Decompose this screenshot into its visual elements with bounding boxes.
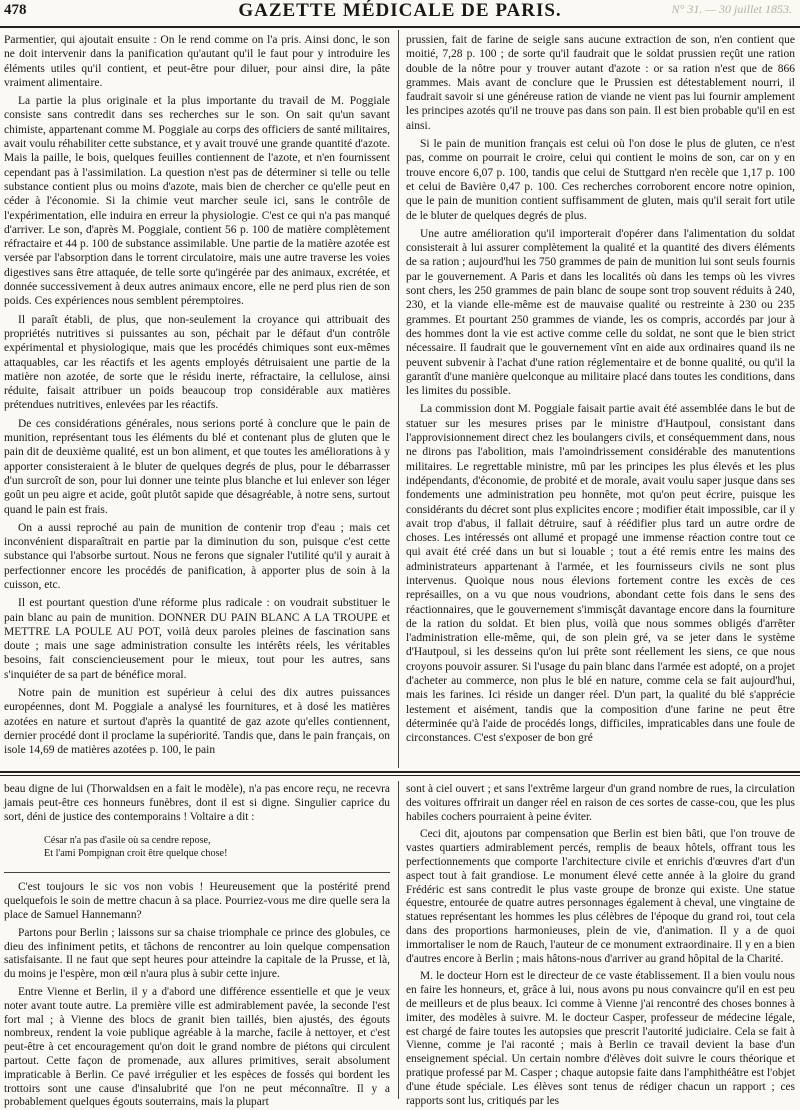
verse-separator bbox=[4, 872, 390, 873]
top-column-right bbox=[406, 33, 795, 765]
paragraph: M. le docteur Horn est le directeur de ce vaste établissement. Il a bien voulu nous en faire les honneurs, et, grâce à lui, nous avons pu nous convaincre qu'il en est peu de meilleurs et de plus beaux. Ici comme à Vienne j'ai rencontré des choses bonnes à imiter, des modèles à suivre. M. le docteur Casper, professeur de médecine légale, est chargé de faire toutes les autopsies que prescrit l'autorité judiciaire. Cela se fait à Vienne, comme je l'ai raconté ; mais à Berlin ce travail devient la base d'un enseignement spécial. Un certain nombre d'élèves doit suivre le cours théorique et pratique professé par M. Casper ; chaque autopsie faite dans l'amphithéâtre est l'objet d'une étude spéciale. Les élèves sont tenus de rédiger chacun un rapport ; ces rapports sont lus, critiqués par les bbox=[406, 970, 795, 1107]
feuilleton-column-left bbox=[4, 783, 390, 1109]
section-rule-thin bbox=[0, 775, 800, 776]
paragraph: Ceci dit, ajoutons par compensation que Berlin est bien bâti, que l'on trouve de vastes quartiers admirablement percés, remplis de beaux hôtels, offrant tous les perfectionnements que comporte l'architecture civile et enrichis d'œuvres d'art d'un aspect tout à fait grandiose. Le monument élevé cette année à la gloire du grand Frédéric est sans contredit le plus vaste groupe de bronze qui existe. Une statue équestre, entourée de quatre autres personnages également à cheval, une vingtaine de statues représentant les hommes les plus célèbres de l'époque du grand roi, tout cela dans des proportions harmonieuses, plein de vie, d'animation. Il y a de quoi immortaliser le nom de Rauch, l'auteur de ce monument extraordinaire. Il y en a bien d'autres encore à Berlin ; mais hâtons-nous d'arriver au grand hôpital de la Charité. bbox=[406, 828, 795, 965]
paragraph: beau digne de lui (Thorwaldsen en a fait le modèle), n'a pas encore reçu, ne recevra jamais peut-être ces honneurs funèbres, dont il est si digne. Singulier caprice du sort, déni de justice des contemporains ! Voltaire a dit : bbox=[4, 783, 390, 823]
paragraph: Entre Vienne et Berlin, il y a d'abord une différence essentielle et que je veux noter avant toute autre. La première ville est admirablement pavée, la seconde l'est fort mal ; à Vienne des blocs de granit bien taillés, bien ajustés, des égouts nombreux, rendent la voie publique agréable à la marche, facile à nettoyer, et c'est peut-être à cet encouragement qu'on doit le grand nombre de piétons qui circulent partout. Cette façon de promenade, aux allures primitives, serait absolument impraticable à Berlin. Ce pavé irrégulier et les espèces de fossés qui bordent les trottoirs sont une cause d'insalubrité que l'on ne peut méconnaître. Il y a probablement quelques égouts souterrains, mais la plupart bbox=[4, 985, 390, 1109]
paragraph: sont à ciel ouvert ; et sans l'extrême largeur d'un grand nombre de rues, la circulation des voitures offrirait un danger réel en raison de ces sortes de casse-cou, que les plus habiles cochers pourraient à peine éviter. bbox=[406, 783, 795, 823]
paragraph: Il est pourtant question d'une réforme plus radicale : on voudrait substituer le pain blanc au pain de munition. DONNER DU PAIN BLANC A LA TROUPE et METTRE LA POULE AU POT, voilà deux paroles pleines de fascination sans doute ; mais une sage administration consulte les intérêts réels, les véritables besoins, fait consciencieusement pour le mieux, tout pour les autres, sans s'inquiéter de sa part de bénéfice moral. bbox=[4, 597, 390, 681]
top-column-left bbox=[4, 33, 390, 765]
paragraph: prussien, fait de farine de seigle sans aucune extraction de son, n'en contient que moitié, 7,28 p. 100 ; de sorte qu'il faudrait que le soldat prussien reçût une ration double de la nôtre pour y trouver autant d'azote : or sa ration n'est que de 866 grammes. Mais avant de conclure que le Prussien est détestablement nourri, il faudrait savoir si une généreuse ration de viande ne vient pas lui fournir amplement les principes azotés qu'il ne trouve pas dans son pain. Il est bien probable qu'il en est ainsi. bbox=[406, 34, 795, 132]
paragraph: C'est toujours le sic vos non vobis ! Heureusement que la postérité prend quelquefois le soin de mettre chacun à sa place. Pourriez-vous me dire quelle sera la place de Samuel Hannemann? bbox=[4, 881, 390, 921]
paragraph: La commission dont M. Poggiale faisait partie avait été assemblée dans le but de statuer sur les mesures prises par le ministre d'Hautpoul, consistant dans l'approvisionnement direct chez les boulangers civils, et conséquemment dans, nous ne dirons pas l'abolition, mais l'amoindrissement considérable des manutentions militaires. Le regrettable ministre, mû par les principes les plus élevés et les plus indépendants, d'économie, de probité et de morale, avait voulu saper jusque dans ses fondements une administration peu honnête, mot qu'on peut écrire, puisque les considérants du décret sont plus explicites encore ; modifier était impossible, car il y avait trop d'abus, il fallait détruire, sauf à réédifier plus tard un autre ordre de choses. Les intéressés ont allumé et propagé une immense réaction contre tout ce qui avait été créé dans un but si louable ; tout a été remis entre les mains des administrateurs appartenant à l'armée, et les fournisseurs civils ne sont plus intervenus. Quoique nous nous élevions fortement contre les excès de ces représailles, on a vu que nous voudrions, abondant cette fois dans le sens des réactionnaires, que le gouvernement s'immisçât davantage encore dans la fourniture de la ration du soldat. Et bien plus, voilà que nous sommes obligés d'arrêter l'administration elle-même, qui, de son plein gré, va se jeter dans le système d'Hautpoul, si les desseins qu'on lui prête sont réellement les siens, ce que nous croyons pouvoir assurer. Si l'usage du pain blanc dans l'armée est adopté, on a projet d'acheter au commerce, non plus le blé en nature, comme cela se fait aujourd'hui, mais les farines. Ici réside un danger réel. D'un part, la qualité du blé s'apprécie lestement et aisément, tandis que la composition d'une farine ne peut être déterminée qu'à l'aide de procédés longs, difficiles, impraticables dans une foule de circonstances. C'est s'exposer de bon gré bbox=[406, 403, 795, 745]
verse-line: César n'a pas d'asile où sa cendre repose, bbox=[44, 835, 211, 847]
paragraph: Une autre amélioration qu'il importerait d'opérer dans l'alimentation du soldat consisterait à lui assurer complètement la qualité et la quantité des divers éléments de sa ration ; aujourd'hui les 750 grammes de pain de munition lui sont seuls fournis par le gouvernement. A Paris et dans les localités où dans les temps où les vivres sont chers, les 250 grammes de pain blanc de soupe sont trop souvent réduits à 240, 230, et la viande elle-même est de mauvaise qualité ou restreinte à 230 ou 235 grammes. Et pourtant 250 grammes de viande, les os compris, accordés par jour à des hommes dont la vie est active comme celle du soldat, ne sont que le bien strict nécessaire. Il faudrait que le gouvernement vînt en aide aux ordinaires quand ils ne peuvent subvenir à l'achat d'une ration réglementaire et de bonne qualité, ou qu'il la garantît d'une manière quelconque au militaire placé dans toutes les conditions, dans les limites du possible. bbox=[406, 227, 795, 398]
paragraph: De ces considérations générales, nous serions porté à conclure que le pain de munition, représentant tous les éléments du blé et contenant plus de gluten que le pain dit de deuxième qualité, est un bon aliment, et que toutes les améliorations à y apporter consisteraient à le bluter de quelques degrés de plus, pour le débarrasser d'un surcroît de son, pour lui donner une teinte plus blanche et lui enlever son léger goût un peu aigre et acide, goût plutôt sapide que désagréable, à notre sens, surtout quand le pain est frais. bbox=[4, 417, 390, 516]
verse-line: Et l'ami Pompignan croit être quelque chose! bbox=[44, 848, 228, 860]
paragraph: Si le pain de munition français est celui où l'on dose le plus de gluten, ce n'est pas, comme on pourrait le croire, celui qui contient le moins de son, car on y en trouve encore 6,07 p. 100, tandis que celui de Stuttgard n'en recèle que 1,17 p. 100 et celui de Bavière 0,47 p. 100. Ces recherches corroborent encore notre opinion, que le pain de munition contient suffisamment de gluten, mais qu'il serait fort utile de le bluter de quelques degrés de plus. bbox=[406, 138, 795, 222]
column-divider bbox=[398, 30, 399, 768]
verse-quote bbox=[44, 834, 390, 860]
journal-title: GAZETTE MÉDICALE DE PARIS. bbox=[238, 0, 562, 21]
page-number: 478 bbox=[4, 2, 27, 18]
header-rule bbox=[0, 26, 800, 28]
section-rule bbox=[0, 771, 800, 773]
issue-date-faint: N° 31. — 30 juillet 1853. bbox=[671, 2, 792, 16]
paragraph: Il paraît établi, de plus, que non-seulement la croyance qui attribuait des propriétés nutritives si puissantes au son, péchait par le défaut d'un contrôle expérimental et physiologique, mais que les procédés chimiques sont eux-mêmes attaquables, car les réactifs et les agents employés détruisaient une partie de la matière non azotée, de sorte que le résidu inerte, réfractaire, la cellulose, ainsi réduite, faisait attribuer un poids beaucoup trop considérable aux matières prétendues nutritives, enlevées par les réactifs. bbox=[4, 313, 390, 412]
feuilleton-column-right bbox=[406, 783, 795, 1107]
paragraph: Parmentier, qui ajoutait ensuite : On le rend comme on l'a pris. Ainsi donc, le son ne doit intervenir dans la panification qu'autant qu'il le faut pour y introduire les éléments utiles qu'il contient, et peut-être pour diluer, pour ainsi dire, la pâte vraiment alimentaire. bbox=[4, 34, 390, 89]
paragraph: Partons pour Berlin ; laissons sur sa chaise triomphale ce prince des globules, ce dieu des infiniment petits, et tâchons de rencontrer au loin quelque compensation satisfaisante. Il ne faut que sept heures pour atteindre la capitale de la Prusse, et là, du moins je l'espère, mon œil n'aura plus à subir cette injure. bbox=[4, 926, 390, 981]
paragraph: On a aussi reproché au pain de munition de contenir trop d'eau ; mais cet inconvénient disparaîtrait en partie par la diminution du son, puisque c'est cette substance qui l'absorbe surtout. Nous ne ferons que signaler l'utilité qu'il y aurait à perfectionner encore les procédés de panification, à apporter plus de soin à la cuisson, etc. bbox=[4, 521, 390, 591]
column-divider bbox=[398, 781, 399, 1099]
paragraph: Notre pain de munition est supérieur à celui des dix autres puissances européennes, dont M. Poggiale a analysé les fournitures, et à dosé les matières azotées en nature et surtout d'après la quantité de gaz azote qu'elles contiennent, dernier procédé dont il proclame la supériorité. Tandis que, dans le pain français, on isole 14,69 de matières azotées p. 100, le pain bbox=[4, 687, 391, 757]
page-header bbox=[0, 0, 800, 24]
paragraph: La partie la plus originale et la plus importante du travail de M. Poggiale consiste sans contredit dans ses recherches sur le son. On sait qu'un savant chimiste, appartenant comme M. Poggiale au corps des officiers de santé militaires, avait voulu réhabiliter cette substance, et y avait trouvé une grande quantité d'azote. Mais la paille, le bois, quelques feuilles contiennent de l'azote, et n'en fournissent cependant pas à l'assimilation. La question n'est pas de déterminer si telle ou telle substance contient plus ou moins d'azote, mais bien de chercher ce qu'elle peut en céder à l'économie. Si la chimie veut marcher seule ici, sans le contrôle de l'expérimentation, elle induira en erreur la physiologie. C'est ce qui n'a pas manqué d'arriver. Le son, d'après M. Poggiale, contient 56 p. 100 de matière complètement réfractaire et 44 p. 100 de substance assimilable. Une partie de la matière azotée est versée par l'absorption dans le torrent circulatoire, mais une autre traverse les voies digestives sans être attaquée, de telle sorte qu'ingérée par des animaux, excrétée, et donnée successivement à deux autres animaux encore, elle ne perd plus rien de son poids. Ces expériences nous semblent péremptoires. bbox=[4, 95, 390, 308]
